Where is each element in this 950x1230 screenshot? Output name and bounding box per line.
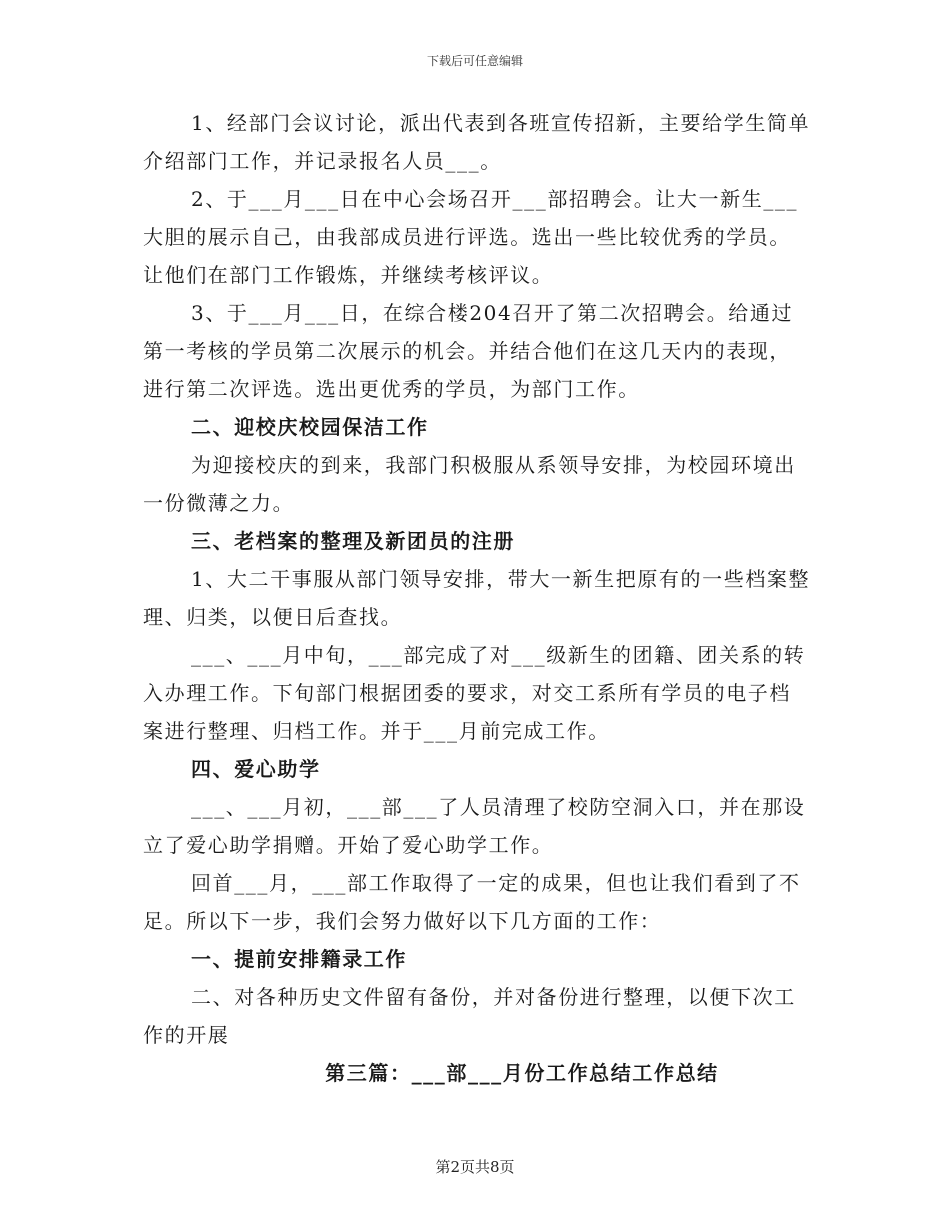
page-number: 第2页共8页 bbox=[435, 1158, 515, 1176]
chapter-title: 第三篇：___部___月份工作总结工作总结 bbox=[325, 1061, 719, 1085]
paragraph-2: 2、于___月___日在中心会场召开___部招聘会。让大一新生___大胆的展示自己，由我部成员进行评选。选出一些比较优秀的学员。让他们在部门工作锻炼，并继续考核评议。 bbox=[143, 187, 799, 287]
section-heading-2: 二、迎校庆校园保洁工作 bbox=[191, 415, 429, 439]
paragraph-8: 回首___月，___部工作取得了一定的成果，但也让我们看到了不足。所以下一步，我们会努力做好以下几方面的工作： bbox=[143, 871, 801, 933]
section-heading-3: 三、老档案的整理及新团员的注册 bbox=[191, 529, 515, 553]
page-header: 下载后可任意编辑 bbox=[426, 54, 523, 68]
section-heading-4: 四、爱心助学 bbox=[191, 757, 321, 781]
paragraph-3: 3、于___月___日，在综合楼204召开了第二次招聘会。给通过第一考核的学员第二次展示的机会。并结合他们在这几天内的表现，进行第二次评选。选出更优秀的学员，为部门工作。 bbox=[143, 301, 794, 401]
document-body bbox=[143, 104, 811, 1092]
paragraph-9: 二、对各种历史文件留有备份，并对备份进行整理，以便下次工作的开展 bbox=[143, 985, 796, 1047]
paragraph-5: 1、大二干事服从部门领导安排，带大一新生把原有的一些档案整理、归类，以便日后查找。 bbox=[143, 567, 811, 629]
plan-heading-1: 一、提前安排籍录工作 bbox=[191, 947, 407, 971]
paragraph-7: ___、___月初，___部___了人员清理了校防空洞入口，并在那设立了爱心助学捐赠。开始了爱心助学工作。 bbox=[143, 795, 806, 857]
paragraph-1: 1、经部门会议讨论，派出代表到各班宣传招新，主要给学生简单介绍部门工作，并记录报名人员___。 bbox=[143, 111, 811, 173]
paragraph-6: ___、___月中旬，___部完成了对___级新生的团籍、团关系的转入办理工作。下旬部门根据团委的要求，对交工系所有学员的电子档案进行整理、归档工作。并于___月前完成工作。 bbox=[143, 643, 806, 743]
paragraph-4: 为迎接校庆的到来，我部门积极服从系领导安排，为校园环境出一份微薄之力。 bbox=[143, 453, 796, 515]
